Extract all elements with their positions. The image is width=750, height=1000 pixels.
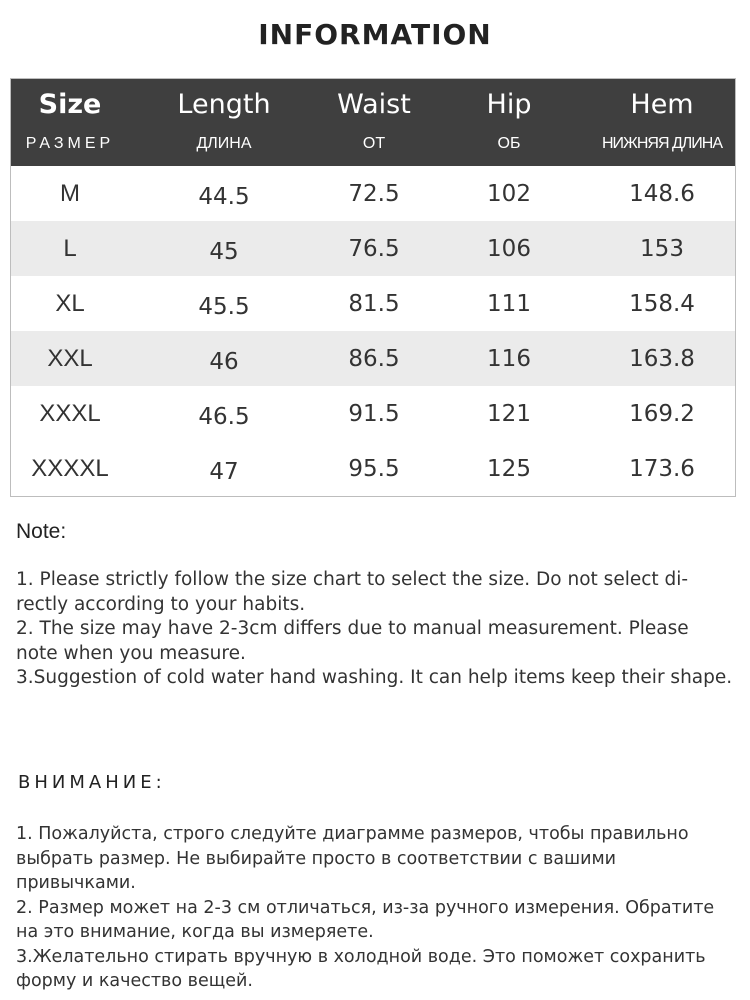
header-hem-ru: НИЖНЯЯ ДЛИНА [602, 135, 722, 152]
header-waist-en: Waist [337, 89, 411, 120]
header-length-en: Length [177, 89, 271, 120]
cell-waist: 91.5 [348, 400, 400, 427]
notes-english [16, 568, 736, 691]
header-hip-en: Hip [486, 89, 532, 120]
cell-hem: 169.2 [629, 400, 695, 427]
header-hip-ru: ОБ [497, 135, 521, 152]
cell-hem: 148.6 [629, 180, 695, 207]
header-length-ru: ДЛИНА [196, 135, 252, 152]
table-row [11, 276, 735, 331]
cell-length: 44.5 [198, 183, 250, 210]
table-row [11, 441, 735, 496]
cell-waist: 76.5 [348, 235, 400, 262]
cell-size: XXL [47, 344, 93, 372]
notes-russian [16, 822, 741, 994]
cell-size: M [60, 179, 80, 207]
table-row [11, 331, 735, 386]
cell-length: 45.5 [198, 293, 250, 320]
header-waist-ru: ОТ [362, 135, 386, 152]
russian-note-heading: ВНИМАНИЕ: [18, 772, 166, 793]
table-header [11, 79, 735, 166]
cell-waist: 86.5 [348, 345, 400, 372]
cell-waist: 72.5 [348, 180, 400, 207]
cell-hip: 125 [487, 455, 531, 482]
header-length [129, 79, 319, 166]
cell-length: 47 [209, 458, 239, 485]
cell-hip: 102 [487, 180, 531, 207]
cell-hem: 163.8 [629, 345, 695, 372]
cell-hip: 116 [487, 345, 531, 372]
cell-waist: 95.5 [348, 455, 400, 482]
header-hem-en: Hem [630, 89, 694, 120]
note-item: 3.Suggestion of cold water hand washing. It can help items keep their shape. [16, 667, 733, 688]
header-waist [319, 79, 429, 166]
table-row [11, 386, 735, 441]
cell-hem: 153 [640, 235, 684, 262]
cell-hip: 121 [487, 400, 531, 427]
table-row [11, 166, 735, 221]
cell-length: 45 [209, 238, 239, 265]
size-chart-table [10, 78, 736, 497]
cell-waist: 81.5 [348, 290, 400, 317]
ru-note-item: 2. Размер может на 2-3 см отличаться, из-за ручного измерения. Обратите на это внимание, когда вы измеряете. [16, 897, 715, 942]
header-hip [429, 79, 589, 166]
page-title: INFORMATION [258, 18, 492, 51]
cell-size: L [63, 234, 77, 262]
ru-note-item: 3.Желательно стирать вручную в холодной воде. Это поможет сохранить форму и качество вещей. [16, 946, 706, 991]
cell-size: XXXL [39, 399, 101, 427]
header-hem [589, 79, 735, 166]
note-item: 1. Please strictly follow the size chart to select the size. Do not select di-rectly according to your habits. [16, 569, 689, 615]
cell-hip: 106 [487, 235, 531, 262]
cell-length: 46 [209, 348, 239, 375]
note-heading: Note: [16, 520, 67, 543]
note-item: 2. The size may have 2-3cm differs due to manual measurement. Please note when you measure. [16, 618, 689, 664]
cell-size: XL [55, 289, 85, 317]
header-size [11, 79, 129, 166]
cell-size: XXXXL [31, 454, 109, 482]
header-size-ru: РАЗМЕР [25, 135, 115, 152]
cell-hip: 111 [487, 290, 531, 317]
cell-length: 46.5 [198, 403, 250, 430]
cell-hem: 173.6 [629, 455, 695, 482]
cell-hem: 158.4 [629, 290, 695, 317]
header-size-en: Size [38, 89, 102, 120]
ru-note-item: 1. Пожалуйста, строго следуйте диаграмме размеров, чтобы правильно выбрать размер. Не выбирайте просто в соответствии с вашими привычками. [16, 824, 689, 893]
table-row [11, 221, 735, 276]
